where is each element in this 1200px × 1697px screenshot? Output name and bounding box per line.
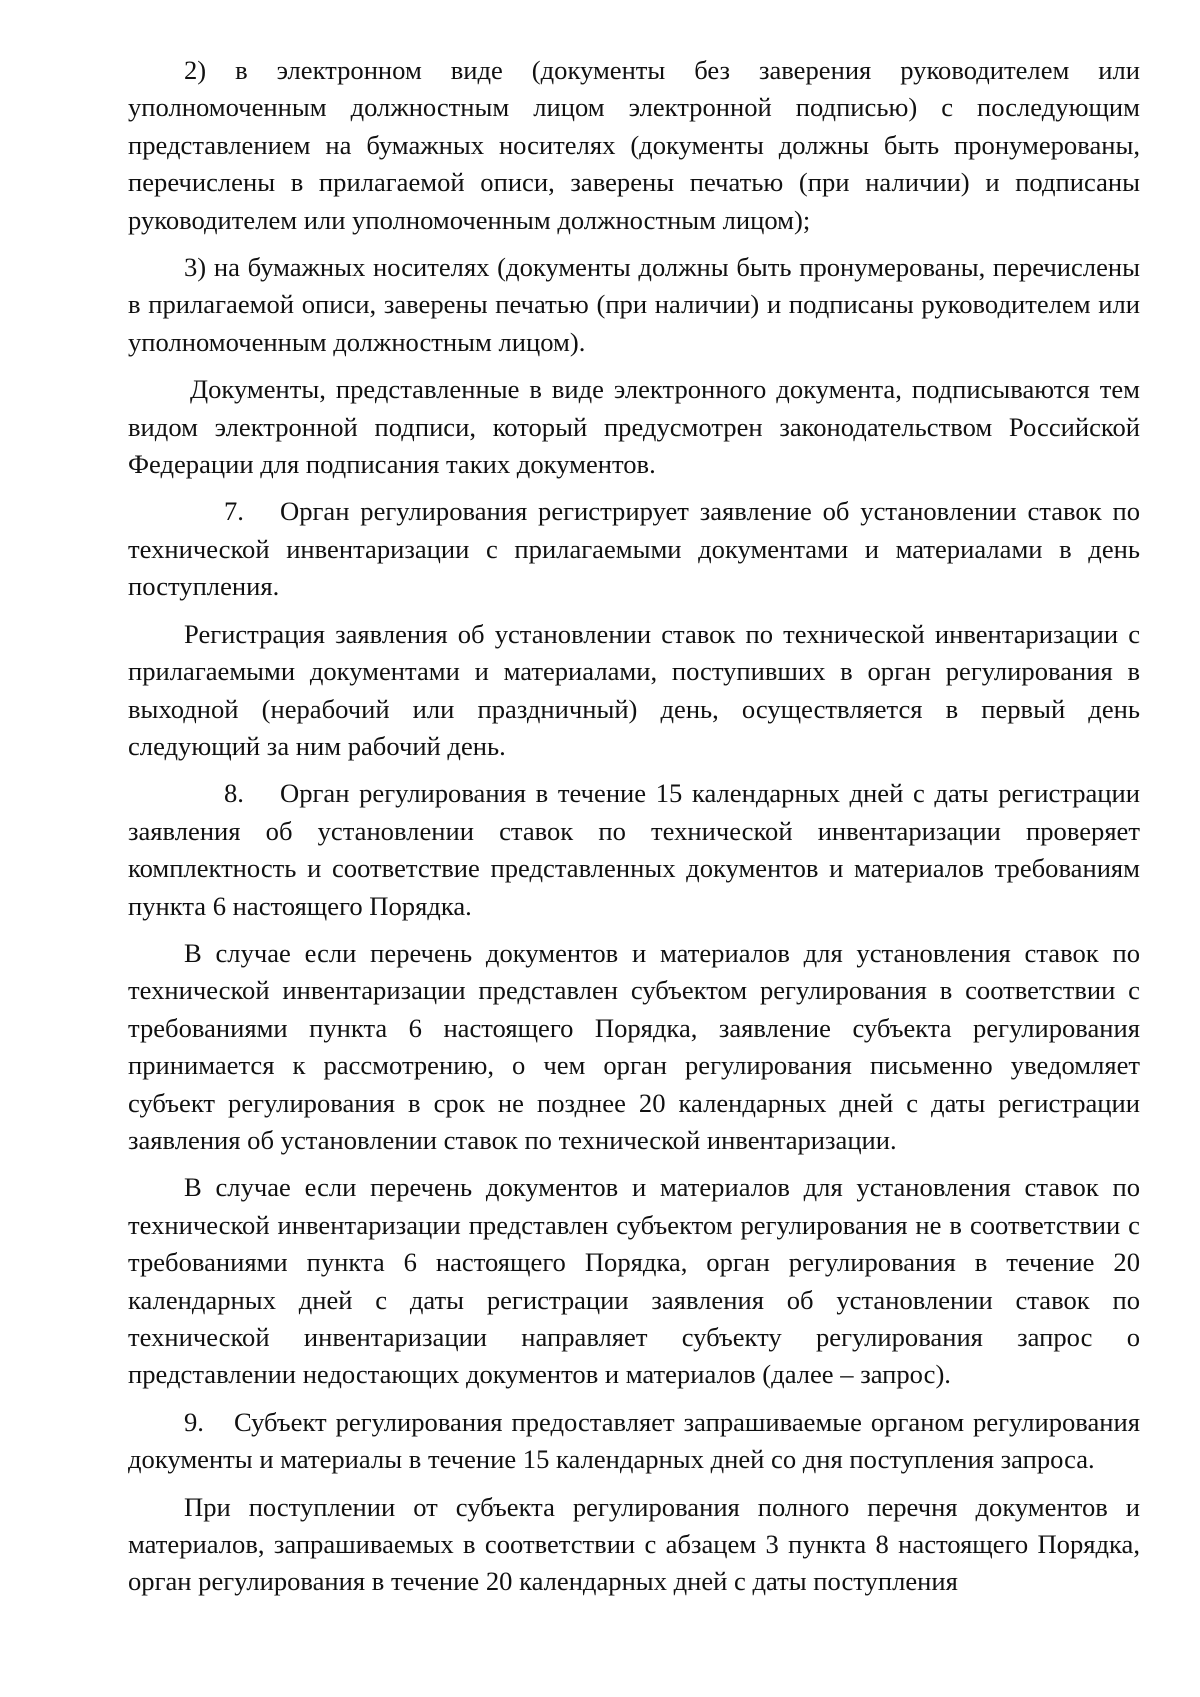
paragraph-registration-holiday [128,616,1140,766]
paragraph-text: В случае если перечень документов и материалов для установления ставок по технической инвентаризации представлен субъектом регулирования в соответствии с требованиями пункта 6 настоящего Порядка, заявление субъекта регулирования принимается к рассмотрению, о чем орган регулирования письменно уведомляет субъект регулирования в срок не позднее 20 календарных дней с даты регистрации заявления об установлении ставок по технической инвентаризации. [128,937,1140,1155]
paragraph-text: При поступлении от субъекта регулирования полного перечня документов и материалов, запрашиваемых в соответствии с абзацем 3 пункта 8 настоящего Порядка, орган регулирования в течение 20 календарных дней с даты поступления [128,1491,1140,1597]
paragraph-text: Регистрация заявления об установлении ставок по технической инвентаризации с прилагаемыми документами и материалами, поступивших в орган регулирования в выходной (нерабочий или праздничный) день, осуществляется в первый день следующий за ним рабочий день. [128,618,1140,761]
paragraph-clause-7 [128,493,1140,605]
clause-number: 7. [224,496,244,527]
paragraph-full-list-received [128,1489,1140,1601]
paragraph-clause-8 [128,775,1140,925]
paragraph-electronic-signature [128,371,1140,483]
paragraph-accepted-case [128,935,1140,1159]
document-page [128,52,1140,1611]
paragraph-text: В случае если перечень документов и материалов для установления ставок по технической инвентаризации представлен субъектом регулирования не в соответствии с требованиями пункта 6 настоящего Порядка, орган регулирования в течение 20 календарных дней с даты регистрации заявления об установлении ставок по технической инвентаризации направляет субъекту регулирования запрос о представлении недостающих документов и материалов (далее – запрос). [128,1172,1140,1390]
clause-number: 8. [224,778,244,809]
paragraph-text: Орган регулирования в течение 15 календарных дней с даты регистрации заявления об установлении ставок по технической инвентаризации проверяет комплектность и соответствие представленных документов и материалов требованиям пункта 6 настоящего Порядка. [128,778,1140,921]
paragraph-text: Субъект регулирования предоставляет запрашиваемые органом регулирования документы и материалы в течение 15 календарных дней со дня поступления запроса. [128,1406,1140,1475]
paragraph-text: Документы, представленные в виде электронного документа, подписываются тем видом электронной подписи, который предусмотрен законодательством Российской Федерации для подписания таких документов. [128,374,1140,480]
paragraph-text: Орган регулирования регистрирует заявление об установлении ставок по технической инвентаризации с прилагаемыми документами и материалами в день поступления. [128,496,1140,602]
paragraph-clause-9 [128,1404,1140,1479]
paragraph-text: 3) на бумажных носителях (документы должны быть пронумерованы, перечислены в прилагаемой описи, заверены печатью (при наличии) и подписаны руководителем или уполномоченным должностным лицом). [128,252,1140,357]
clause-number: 9. [184,1406,204,1437]
paragraph-text: 2) в электронном виде (документы без заверения руководителем или уполномоченным должностным лицом электронной подписью) с последующим представлением на бумажных носителях (документы должны быть пронумерованы, перечислены в прилагаемой описи, заверены печатью (при наличии) и подписаны руководителем или уполномоченным должностным лицом); [128,55,1140,235]
paragraph-electronic-submission [128,52,1140,239]
paragraph-paper-submission [128,249,1140,361]
paragraph-request-case [128,1169,1140,1393]
